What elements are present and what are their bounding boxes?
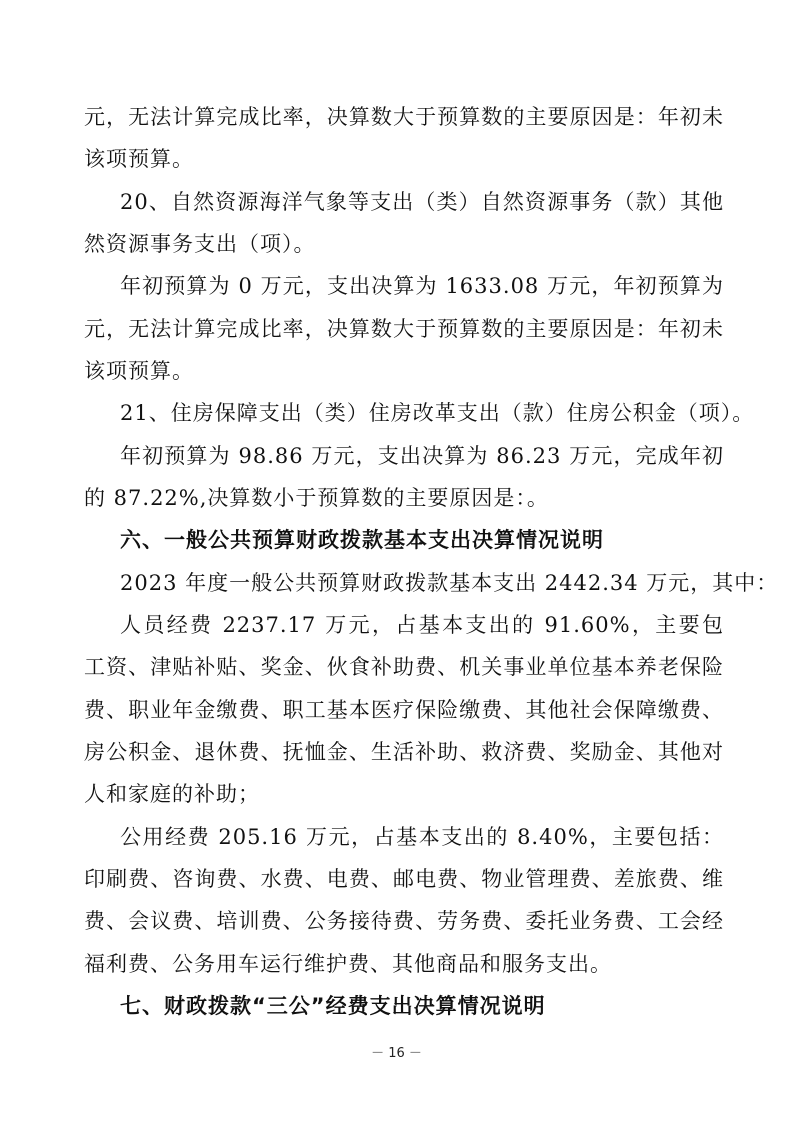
text-line: 21、住房保障支出（类）住房改革支出（款）住房公积金（项）。 <box>120 401 755 425</box>
text-line: 工资、津贴补贴、奖金、伙食补助费、机关事业单位基本养老保险 <box>84 655 724 679</box>
text-line: 印刷费、咨询费、水费、电费、邮电费、物业管理费、差旅费、维 <box>84 867 724 891</box>
section-heading: 六、一般公共预算财政拨款基本支出决算情况说明 <box>120 528 604 552</box>
text-line: 费、会议费、培训费、公务接待费、劳务费、委托业务费、工会经 <box>84 909 724 933</box>
text-line: 然资源事务支出（项）。 <box>84 232 316 256</box>
text-line: 人员经费 2237.17 万元，占基本支出的 91.60%，主要包 <box>120 613 724 637</box>
text-line: 该项预算。 <box>84 147 194 171</box>
text-line: 20、自然资源海洋气象等支出（类）自然资源事务（款）其他 <box>120 190 724 214</box>
text-line: 元，无法计算完成比率，决算数大于预算数的主要原因是：年初未 <box>84 105 724 129</box>
text-line: 房公积金、退休费、抚恤金、生活补助、救济费、奖励金、其他对 <box>84 740 724 764</box>
text-line: 元，无法计算完成比率，决算数大于预算数的主要原因是：年初未 <box>84 317 724 341</box>
text-line: 的 87.22%,决算数小于预算数的主要原因是：。 <box>84 486 549 510</box>
section-heading: 七、财政拨款“三公”经费支出决算情况说明 <box>120 994 546 1018</box>
text-line: 该项预算。 <box>84 359 194 383</box>
page-number: － 16 － <box>371 1046 422 1061</box>
text-line: 人和家庭的补助； <box>84 782 260 806</box>
text-line: 2023 年度一般公共预算财政拨款基本支出 2442.34 万元，其中： <box>120 571 779 595</box>
text-line: 福利费、公务用车运行维护费、其他商品和服务支出。 <box>84 952 612 976</box>
text-line: 公用经费 205.16 万元，占基本支出的 8.40%，主要包括： <box>120 825 724 849</box>
text-line: 年初预算为 0 万元，支出决算为 1633.08 万元，年初预算为 <box>120 274 724 298</box>
text-line: 年初预算为 98.86 万元，支出决算为 86.23 万元，完成年初 <box>120 444 724 468</box>
text-line: 费、职业年金缴费、职工基本医疗保险缴费、其他社会保障缴费、 <box>84 698 724 722</box>
